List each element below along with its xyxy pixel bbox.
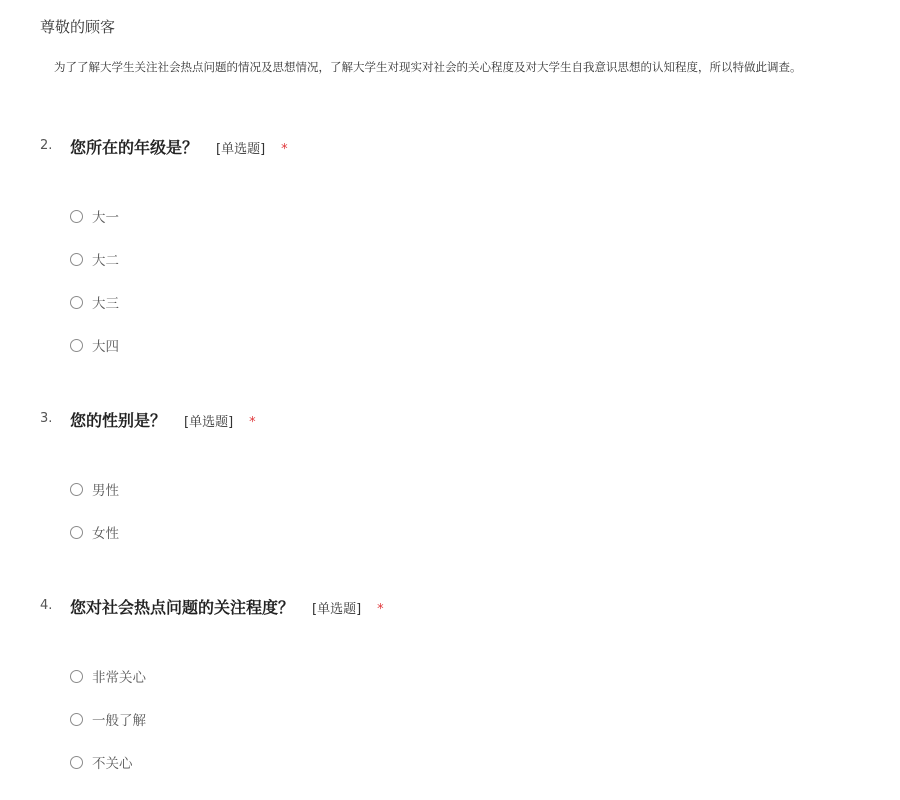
option-label: 大四	[92, 339, 119, 355]
question-title: 您的性别是？	[70, 411, 167, 430]
radio-button[interactable]	[70, 339, 83, 352]
radio-button[interactable]	[70, 756, 83, 769]
option-attention-none[interactable]	[70, 752, 133, 772]
option-label: 大三	[92, 296, 119, 312]
survey-intro: 为了了解大学生关注社会热点问题的情况及思想情况，了解大学生对现实对社会的关心程度及对大学生自我意识思想的认知程度，所以特做此调查。	[54, 60, 802, 74]
question-title-wrapper	[70, 135, 288, 158]
option-label: 不关心	[92, 756, 133, 772]
option-label: 非常关心	[92, 670, 146, 686]
radio-button[interactable]	[70, 526, 83, 539]
radio-button[interactable]	[70, 670, 83, 683]
question-header	[0, 135, 900, 159]
option-grade-2[interactable]	[70, 249, 119, 269]
question-type: [单选题]	[184, 415, 234, 430]
option-attention-medium[interactable]	[70, 709, 146, 729]
question-type: [单选题]	[216, 142, 266, 157]
option-grade-4[interactable]	[70, 335, 119, 355]
question-attention	[0, 595, 900, 772]
option-label: 大二	[92, 253, 119, 269]
question-number: 2.	[40, 138, 53, 153]
option-gender-male[interactable]	[70, 479, 119, 499]
question-gender	[0, 408, 900, 542]
required-asterisk: *	[249, 415, 256, 430]
option-label: 男性	[92, 483, 119, 499]
question-type: [单选题]	[312, 602, 362, 617]
option-grade-1[interactable]	[70, 206, 119, 226]
radio-button[interactable]	[70, 296, 83, 309]
option-grade-3[interactable]	[70, 292, 119, 312]
option-label: 一般了解	[92, 713, 146, 729]
question-title: 您所在的年级是？	[70, 138, 199, 157]
radio-button[interactable]	[70, 713, 83, 726]
option-label: 大一	[92, 210, 119, 226]
question-title-wrapper	[70, 408, 256, 431]
question-grade	[0, 135, 900, 355]
radio-button[interactable]	[70, 210, 83, 223]
option-label: 女性	[92, 526, 119, 542]
radio-button[interactable]	[70, 253, 83, 266]
question-title-wrapper	[70, 595, 384, 618]
greeting-text: 尊敬的顾客	[40, 18, 116, 36]
required-asterisk: *	[281, 142, 288, 157]
radio-button[interactable]	[70, 483, 83, 496]
question-number: 4.	[40, 598, 53, 613]
question-title: 您对社会热点问题的关注程度？	[70, 598, 295, 617]
question-header	[0, 408, 900, 432]
question-header	[0, 595, 900, 619]
option-attention-high[interactable]	[70, 666, 146, 686]
option-gender-female[interactable]	[70, 522, 119, 542]
required-asterisk: *	[377, 602, 384, 617]
question-number: 3.	[40, 411, 53, 426]
